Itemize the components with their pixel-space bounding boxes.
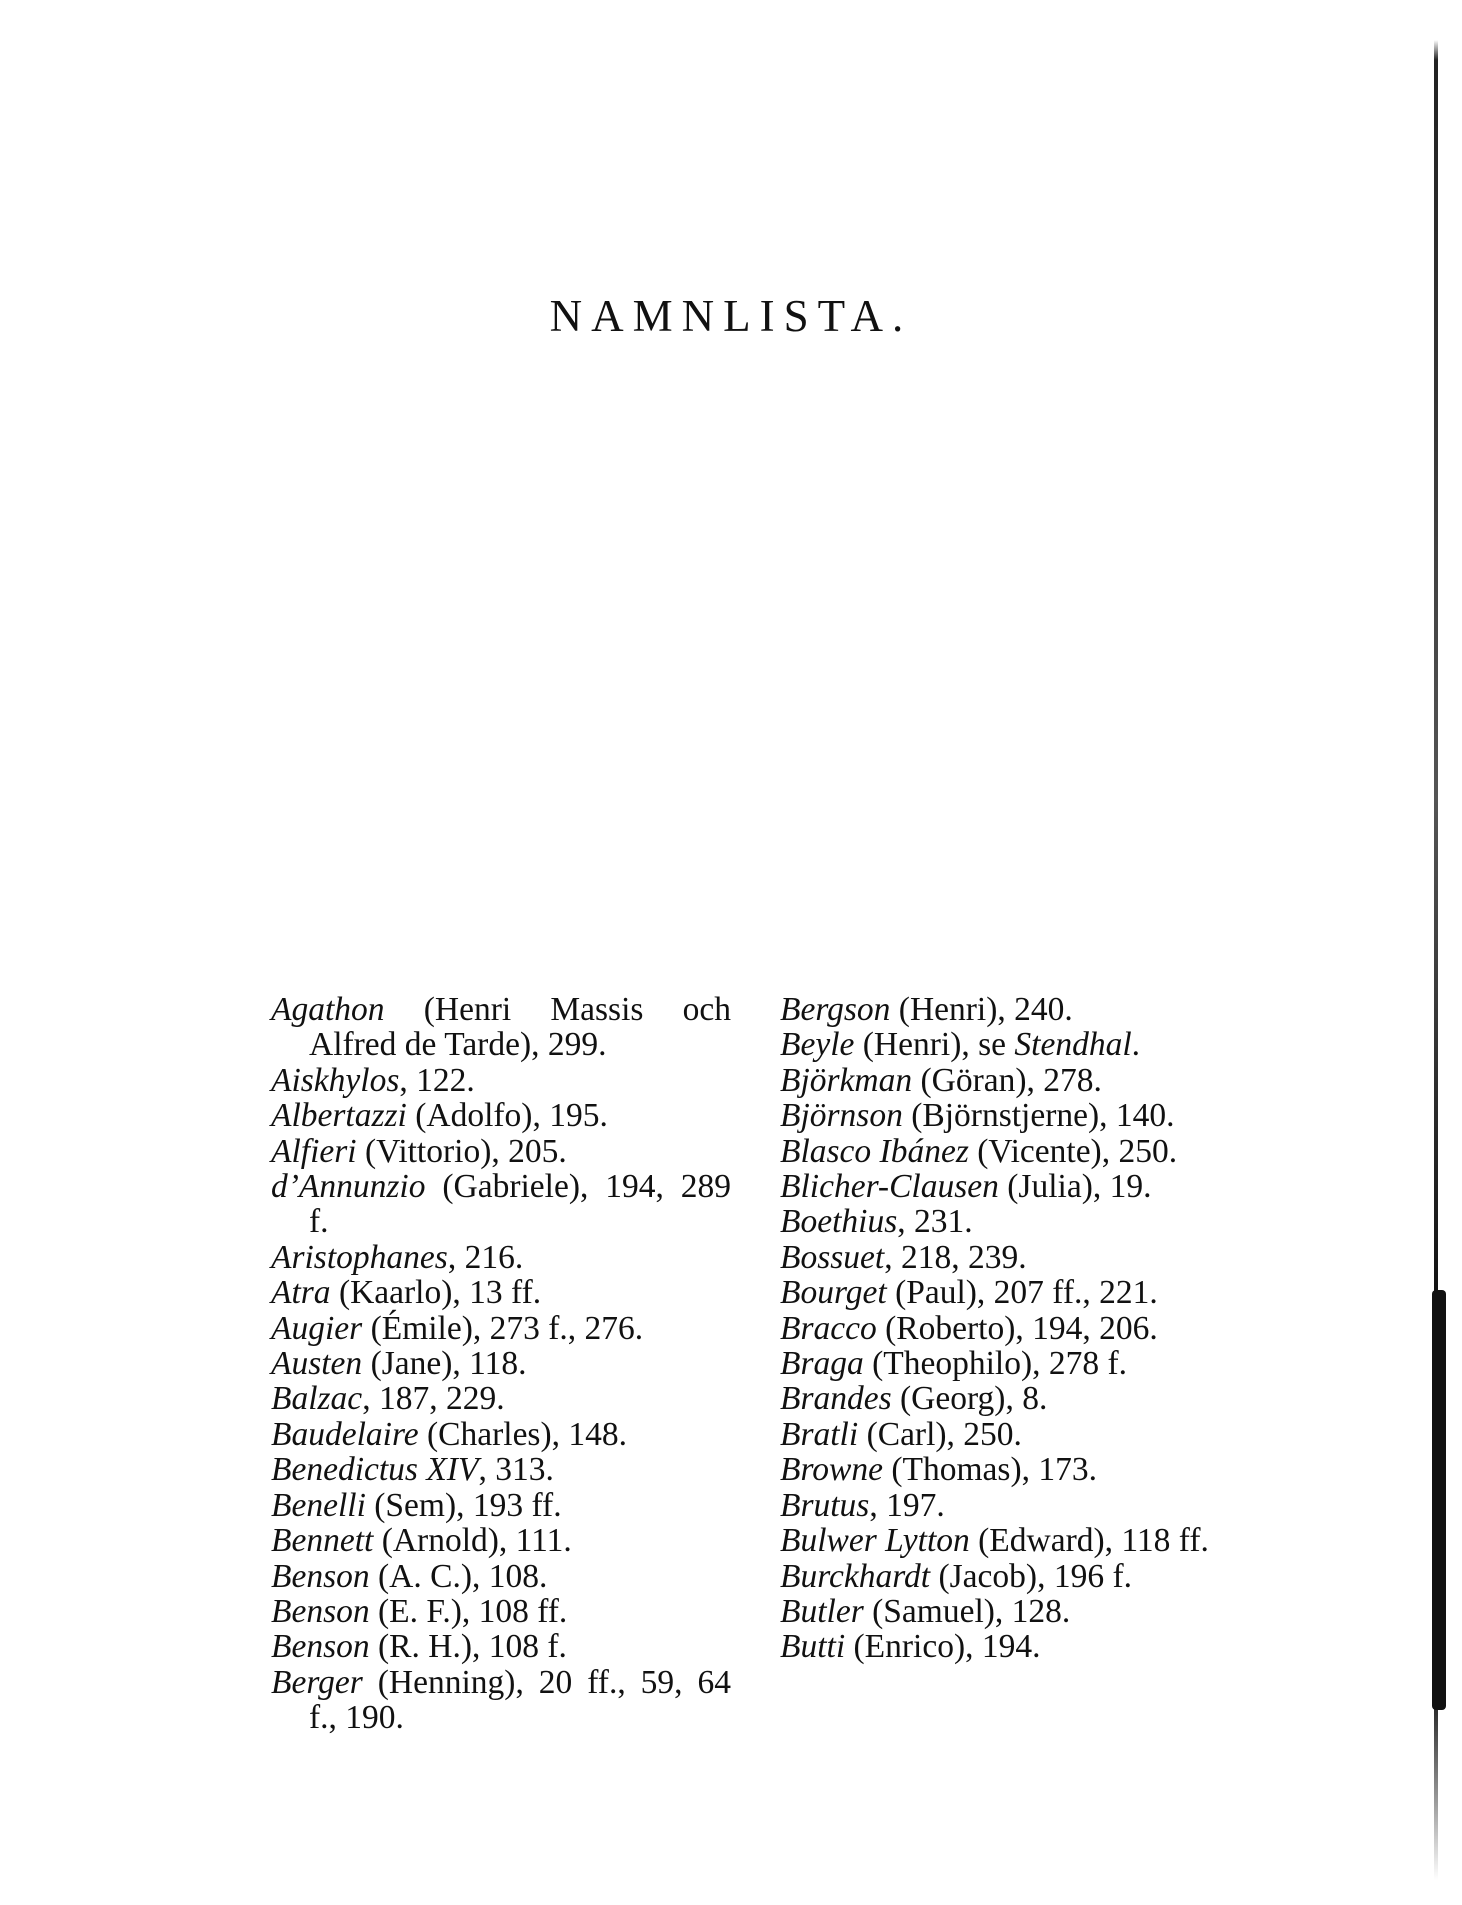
entry-name: Björnson [780, 1097, 903, 1135]
index-entry [271, 1594, 731, 1629]
index-entry [780, 1523, 1240, 1558]
entry-name: Bratli [780, 1415, 859, 1453]
entry-name: Albertazzi [271, 1097, 407, 1135]
entry-references: (Paul), 207 ff., 221. [886, 1274, 1158, 1312]
index-entry [780, 1488, 1240, 1523]
entry-references: , 313. [478, 1451, 554, 1489]
entry-references: (Jane), 118. [362, 1345, 527, 1383]
entry-references: (Henri Massis och Alfred de Tarde), 299. [309, 991, 731, 1064]
entry-name: Boethius [780, 1203, 898, 1241]
entry-name: Balzac [271, 1380, 363, 1418]
index-entry [271, 1488, 731, 1523]
entry-name: Bulwer Lytton [780, 1522, 970, 1560]
entry-references: (Adolfo), 195. [406, 1097, 608, 1135]
entry-name: Bennett [271, 1522, 374, 1560]
entry-references: (Gabriele), 194, 289 f. [309, 1168, 731, 1241]
index-entry [780, 1311, 1240, 1346]
entry-references: (Julia), 19. [998, 1168, 1152, 1206]
entry-references: (A. C.), 108. [369, 1557, 548, 1595]
index-entry [271, 1665, 731, 1736]
entry-name: Berger [271, 1663, 363, 1701]
entry-references: (Émile), 273 f., 276. [362, 1309, 644, 1347]
entry-references: , 197. [869, 1486, 945, 1524]
index-entry [271, 1311, 731, 1346]
index-entry [780, 1381, 1240, 1416]
entry-references: (Theophilo), 278 f. [863, 1345, 1128, 1383]
index-entry [271, 1381, 731, 1416]
entry-references: (Henri), se [854, 1026, 1015, 1064]
entry-references: (Carl), 250. [858, 1415, 1022, 1453]
entry-references: (Vicente), 250. [968, 1132, 1178, 1170]
entry-references: , 231. [897, 1203, 973, 1241]
index-entry [271, 1134, 731, 1169]
entry-references: (Edward), 118 ff. [969, 1522, 1209, 1560]
binding-shadow [1432, 1290, 1446, 1710]
entry-name: Beyle [780, 1026, 855, 1064]
index-entry [780, 1169, 1240, 1204]
entry-name: Austen [271, 1345, 363, 1383]
entry-name: Baudelaire [271, 1415, 419, 1453]
index-entry [271, 1417, 731, 1452]
entry-name: Benson [271, 1592, 370, 1630]
index-entry [271, 1240, 731, 1275]
index-entry [271, 992, 731, 1063]
entry-cross-reference: Stendhal [1014, 1026, 1132, 1064]
entry-name: Alfieri [271, 1132, 357, 1170]
entry-name: Augier [271, 1309, 363, 1347]
entry-name: Benson [271, 1557, 370, 1595]
entry-name: d’Annunzio [271, 1168, 426, 1206]
index-column-left [271, 992, 731, 1736]
index-entry [780, 1204, 1240, 1239]
index-entry [271, 1098, 731, 1133]
entry-references: (E. F.), 108 ff. [369, 1592, 568, 1630]
index-entry [780, 1027, 1240, 1062]
entry-name: Blasco Ibánez [780, 1132, 969, 1170]
entry-references: (Thomas), 173. [882, 1451, 1097, 1489]
index-entry [780, 1346, 1240, 1381]
entry-references: , 218, 239. [884, 1238, 1027, 1276]
entry-name: Aristophanes [271, 1238, 448, 1276]
entry-references: , 187, 229. [362, 1380, 505, 1418]
entry-name: Bourget [780, 1274, 887, 1312]
index-entry [271, 1275, 731, 1310]
entry-name: Burckhardt [780, 1557, 931, 1595]
entry-references: (Sem), 193 ff. [365, 1486, 562, 1524]
index-entry [780, 992, 1240, 1027]
entry-name: Brandes [780, 1380, 892, 1418]
entry-name: Björkman [780, 1061, 913, 1099]
index-entry [780, 1240, 1240, 1275]
index-entry [780, 1098, 1240, 1133]
entry-references: (Kaarlo), 13 ff. [330, 1274, 542, 1312]
entry-name: Atra [271, 1274, 331, 1312]
entry-name: Bracco [780, 1309, 877, 1347]
entry-references: (Henning), 20 ff., 59, 64 f., 190. [309, 1663, 731, 1737]
entry-name: Brutus [780, 1486, 870, 1524]
index-entry [780, 1452, 1240, 1487]
entry-references: (Enrico), 194. [845, 1628, 1041, 1666]
index-entry [271, 1523, 731, 1558]
entry-punctuation: . [1131, 1026, 1140, 1064]
entry-name: Butler [780, 1592, 864, 1630]
index-entry [780, 1629, 1240, 1664]
index-column-right [780, 992, 1240, 1665]
entry-name: Agathon [271, 991, 385, 1028]
entry-name: Butti [780, 1628, 846, 1666]
index-entry [780, 1594, 1240, 1629]
entry-references: (Göran), 278. [912, 1061, 1102, 1099]
entry-references: (Henri), 240. [890, 991, 1073, 1028]
index-entry [780, 1134, 1240, 1169]
entry-name: Browne [780, 1451, 883, 1489]
page-title: NAMNLISTA. [549, 291, 913, 341]
index-entry [271, 1346, 731, 1381]
entry-name: Benedictus XIV [271, 1451, 479, 1489]
entry-references: (R. H.), 108 f. [369, 1628, 567, 1666]
entry-references: (Samuel), 128. [863, 1592, 1071, 1630]
entry-name: Benelli [271, 1486, 366, 1524]
index-entry [780, 1063, 1240, 1098]
entry-name: Bergson [780, 991, 891, 1028]
entry-name: Blicher-Clausen [780, 1168, 999, 1206]
entry-references: , 122. [399, 1061, 475, 1099]
index-entry [271, 1452, 731, 1487]
entry-name: Aiskhylos [271, 1061, 400, 1099]
index-entry [780, 1559, 1240, 1594]
entry-references: (Björnstjerne), 140. [902, 1097, 1175, 1135]
index-entry [271, 1063, 731, 1098]
index-entry [271, 1629, 731, 1664]
entry-references: (Vittorio), 205. [356, 1132, 567, 1170]
entry-references: (Georg), 8. [891, 1380, 1048, 1418]
entry-name: Bossuet [780, 1238, 885, 1276]
index-entry [271, 1559, 731, 1594]
entry-name: Braga [780, 1345, 864, 1383]
entry-references: (Arnold), 111. [373, 1522, 572, 1560]
entry-references: (Roberto), 194, 206. [876, 1309, 1158, 1347]
index-entry [780, 1417, 1240, 1452]
entry-references: (Jacob), 196 f. [930, 1557, 1132, 1595]
index-entry [780, 1275, 1240, 1310]
entry-references: , 216. [447, 1238, 524, 1276]
entry-references: (Charles), 148. [418, 1415, 628, 1453]
entry-name: Benson [271, 1628, 370, 1666]
index-entry [271, 1169, 731, 1240]
